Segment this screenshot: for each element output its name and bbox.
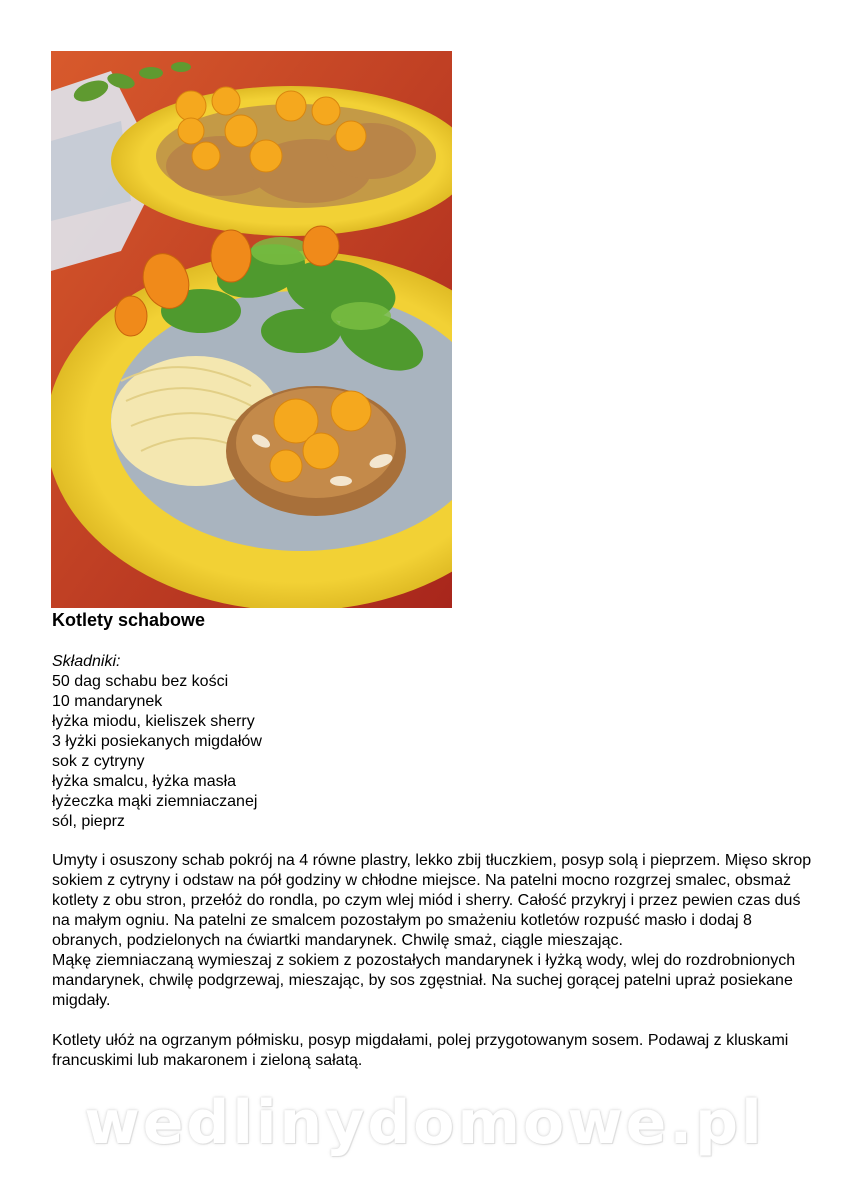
- instruction-paragraph: Mąkę ziemniaczaną wymieszaj z sokiem z pozostałych mandarynek i łyżką wody, wlej do rozdrobnionych mandarynek, chwilę podgrzewaj, mieszając, by sos zgęstniał. Na suchej gorącej patelni upraż posiekane migdały.: [52, 952, 796, 1009]
- recipe-photo: [51, 51, 452, 608]
- instruction-paragraph: Umyty i osuszony schab pokrój na 4 równe plastry, lekko zbij tłuczkiem, posyp solą i pieprzem. Mięso skrop sokiem z cytryny i odstaw na pół godziny w chłodne miejsce. Na patelni mocno rozgrzej smalec, obsmaż kotlety z obu stron, przełóż do rondla, po czym wlej miód i sherry. Całość przykryj i przez pewien czas duś na małym ogniu. Na patelni ze smalcem pozostałym po smażeniu kotletów rozpuść masło i dodaj 8 obranych, podzielonych na ćwiartki mandarynek. Chwilę smaż, ciągle mieszając.: [52, 852, 812, 949]
- instruction-paragraph: Kotlety ułóż na ogrzanym półmisku, posyp migdałami, polej przygotowanym sosem. Podawaj z kluskami francuskimi lub makaronem i zieloną sałatą.: [52, 1032, 789, 1069]
- ingredient-item: łyżka miodu, kieliszek sherry: [52, 713, 255, 730]
- instructions: [52, 851, 812, 1091]
- ingredients-heading: Składniki:: [52, 653, 121, 670]
- recipe-title: Kotlety schabowe: [52, 610, 206, 630]
- watermark: wedlinydomowe.pl: [84, 1088, 765, 1158]
- ingredient-item: 3 łyżki posiekanych migdałów: [52, 733, 262, 750]
- ingredients-list: [52, 672, 262, 832]
- dish-illustration: [51, 51, 452, 608]
- ingredient-item: 10 mandarynek: [52, 693, 163, 710]
- ingredient-item: sok z cytryny: [52, 753, 145, 770]
- ingredient-item: 50 dag schabu bez kości: [52, 673, 229, 690]
- ingredient-item: łyżka smalcu, łyżka masła: [52, 773, 237, 790]
- ingredient-item: łyżeczka mąki ziemniaczanej: [52, 793, 258, 810]
- ingredient-item: sól, pieprz: [52, 813, 125, 830]
